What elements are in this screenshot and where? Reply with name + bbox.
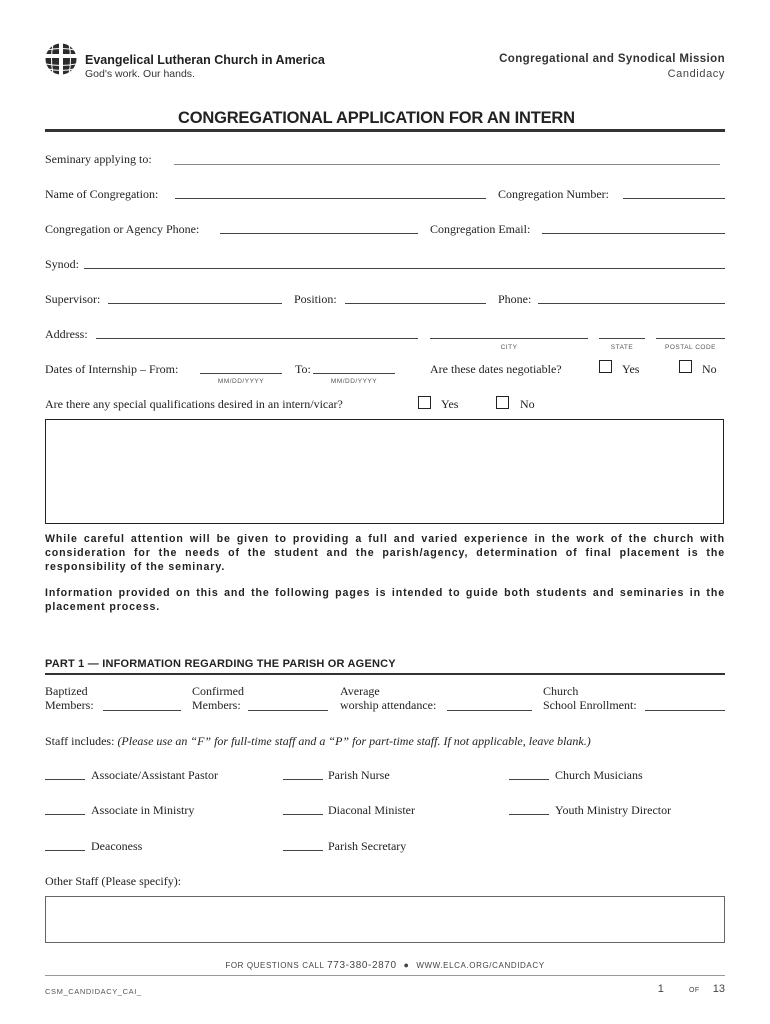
postal-caption: POSTAL CODE bbox=[664, 344, 716, 351]
title-rule bbox=[45, 129, 725, 132]
footer-url[interactable]: WWW.ELCA.ORG/CANDIDACY bbox=[416, 961, 545, 970]
placement-paragraph-2 bbox=[45, 586, 725, 614]
baptized-members-field[interactable] bbox=[103, 710, 181, 711]
staff-church-musicians-label: Church Musicians bbox=[555, 768, 643, 782]
phone-field[interactable] bbox=[220, 233, 418, 234]
staff-deaconess-field[interactable] bbox=[45, 850, 85, 851]
stat-confirmed-line1: Confirmed bbox=[192, 684, 244, 698]
address-postal-field[interactable] bbox=[656, 338, 725, 339]
dates-to-label: To: bbox=[295, 362, 311, 376]
qualifications-details-textarea[interactable] bbox=[45, 419, 724, 524]
supervisor-phone-label: Phone: bbox=[498, 292, 532, 306]
footer-rule bbox=[45, 975, 725, 976]
qualifications-no-label: No bbox=[520, 397, 535, 411]
qualifications-label: Are there any special qualifications desired in an intern/vicar? bbox=[45, 397, 343, 411]
form-code: CSM_CANDIDACY_CAI_ bbox=[45, 987, 142, 996]
address-street-field[interactable] bbox=[96, 338, 418, 339]
state-caption: STATE bbox=[610, 344, 634, 351]
stat-school-line2: School Enrollment: bbox=[543, 698, 637, 712]
other-staff-label: Other Staff (Please specify): bbox=[45, 874, 182, 888]
tagline: God's work. Our hands. bbox=[85, 68, 195, 80]
placement-paragraph-2-body: Information provided on this and the following pages is intended to guide both students and seminaries in the bbox=[45, 587, 725, 599]
email-field[interactable] bbox=[542, 233, 725, 234]
dates-from-field[interactable] bbox=[200, 373, 282, 374]
staff-church-musicians-field[interactable] bbox=[509, 779, 549, 780]
elca-logo bbox=[44, 42, 78, 76]
qualifications-yes-label: Yes bbox=[441, 397, 459, 411]
dates-from-label: Dates of Internship – From: bbox=[45, 362, 179, 376]
page-current: 1 bbox=[657, 983, 664, 995]
stat-attendance-line2: worship attendance: bbox=[340, 698, 437, 712]
negotiable-no-checkbox[interactable] bbox=[679, 360, 692, 373]
staff-youth-director-label: Youth Ministry Director bbox=[555, 803, 672, 817]
stat-baptized-line2: Members: bbox=[45, 698, 94, 712]
footer-bullet: ● bbox=[403, 960, 410, 970]
page-total: 13 bbox=[712, 983, 725, 995]
staff-parish-nurse-label: Parish Nurse bbox=[328, 768, 390, 782]
staff-diaconal-minister-label: Diaconal Minister bbox=[328, 803, 415, 817]
footer-questions-prefix: FOR QUESTIONS CALL bbox=[225, 961, 325, 970]
negotiable-yes-checkbox[interactable] bbox=[599, 360, 612, 373]
elca-cross-globe-icon bbox=[44, 42, 78, 76]
staff-associate-ministry-field[interactable] bbox=[45, 814, 85, 815]
staff-parish-nurse-field[interactable] bbox=[283, 779, 323, 780]
congregation-number-label: Congregation Number: bbox=[498, 187, 609, 201]
part1-rule bbox=[45, 673, 725, 675]
supervisor-label: Supervisor: bbox=[45, 292, 101, 306]
dates-from-caption: MM/DD/YYYY bbox=[217, 378, 265, 385]
qualifications-yes-checkbox[interactable] bbox=[418, 396, 431, 409]
worship-attendance-field[interactable] bbox=[447, 710, 532, 711]
synod-label: Synod: bbox=[45, 257, 80, 271]
seminary-field[interactable] bbox=[174, 164, 720, 165]
position-label: Position: bbox=[294, 292, 337, 306]
negotiable-label: Are these dates negotiable? bbox=[430, 362, 562, 376]
staff-deaconess-label: Deaconess bbox=[91, 839, 143, 853]
congregation-name-field[interactable] bbox=[175, 198, 486, 199]
staff-youth-director-field[interactable] bbox=[509, 814, 549, 815]
page-of: OF bbox=[688, 987, 700, 994]
phone-label: Congregation or Agency Phone: bbox=[45, 222, 200, 236]
address-label: Address: bbox=[45, 327, 88, 341]
footer-questions bbox=[0, 960, 770, 971]
stat-attendance-line1: Average bbox=[340, 684, 380, 698]
qualifications-no-checkbox[interactable] bbox=[496, 396, 509, 409]
placement-paragraph-1-body: While careful attention will be given to providing a full and varied experience in the work of the church with consideration for the needs of the student and the parish/agency, determination of final placement is the bbox=[45, 533, 725, 559]
email-label: Congregation Email: bbox=[430, 222, 531, 236]
org-name: Evangelical Lutheran Church in America bbox=[85, 53, 325, 67]
placement-paragraph-2-last: placement process. bbox=[45, 601, 161, 613]
staff-associate-ministry-label: Associate in Ministry bbox=[91, 803, 195, 817]
stat-school-line1: Church bbox=[543, 684, 579, 698]
address-city-field[interactable] bbox=[430, 338, 588, 339]
page-title: CONGREGATIONAL APPLICATION FOR AN INTERN bbox=[178, 109, 575, 127]
staff-parish-secretary-field[interactable] bbox=[283, 850, 323, 851]
synod-field[interactable] bbox=[84, 268, 725, 269]
supervisor-field[interactable] bbox=[108, 303, 282, 304]
other-staff-textarea[interactable] bbox=[45, 896, 725, 943]
staff-associate-pastor-label: Associate/Assistant Pastor bbox=[91, 768, 218, 782]
dates-to-caption: MM/DD/YYYY bbox=[330, 378, 378, 385]
placement-paragraph-1-last: responsibility of the seminary. bbox=[45, 561, 226, 573]
staff-intro-note: (Please use an “F” for full-time staff and a “P” for part-time staff. If not applicable, leave blank.) bbox=[117, 734, 591, 748]
footer-phone: 773-380-2870 bbox=[327, 960, 397, 971]
school-enrollment-field[interactable] bbox=[645, 710, 725, 711]
subunit-name: Candidacy bbox=[667, 68, 725, 80]
city-caption: CITY bbox=[500, 344, 518, 351]
seminary-label: Seminary applying to: bbox=[45, 152, 152, 166]
stat-confirmed-line2: Members: bbox=[192, 698, 241, 712]
negotiable-no-label: No bbox=[702, 362, 717, 376]
staff-intro bbox=[45, 734, 591, 749]
confirmed-members-field[interactable] bbox=[248, 710, 328, 711]
placement-paragraph-1 bbox=[45, 532, 725, 574]
staff-parish-secretary-label: Parish Secretary bbox=[328, 839, 407, 853]
address-state-field[interactable] bbox=[599, 338, 645, 339]
dates-to-field[interactable] bbox=[313, 373, 395, 374]
supervisor-phone-field[interactable] bbox=[538, 303, 725, 304]
staff-intro-label: Staff includes: bbox=[45, 734, 115, 748]
stat-baptized-line1: Baptized bbox=[45, 684, 88, 698]
page-number bbox=[658, 983, 725, 995]
position-field[interactable] bbox=[345, 303, 486, 304]
congregation-name-label: Name of Congregation: bbox=[45, 187, 159, 201]
staff-diaconal-minister-field[interactable] bbox=[283, 814, 323, 815]
negotiable-yes-label: Yes bbox=[622, 362, 640, 376]
staff-associate-pastor-field[interactable] bbox=[45, 779, 85, 780]
part1-heading: PART 1 — INFORMATION REGARDING THE PARISH OR AGENCY bbox=[45, 658, 396, 670]
congregation-number-field[interactable] bbox=[623, 198, 725, 199]
unit-name: Congregational and Synodical Mission bbox=[499, 53, 725, 65]
